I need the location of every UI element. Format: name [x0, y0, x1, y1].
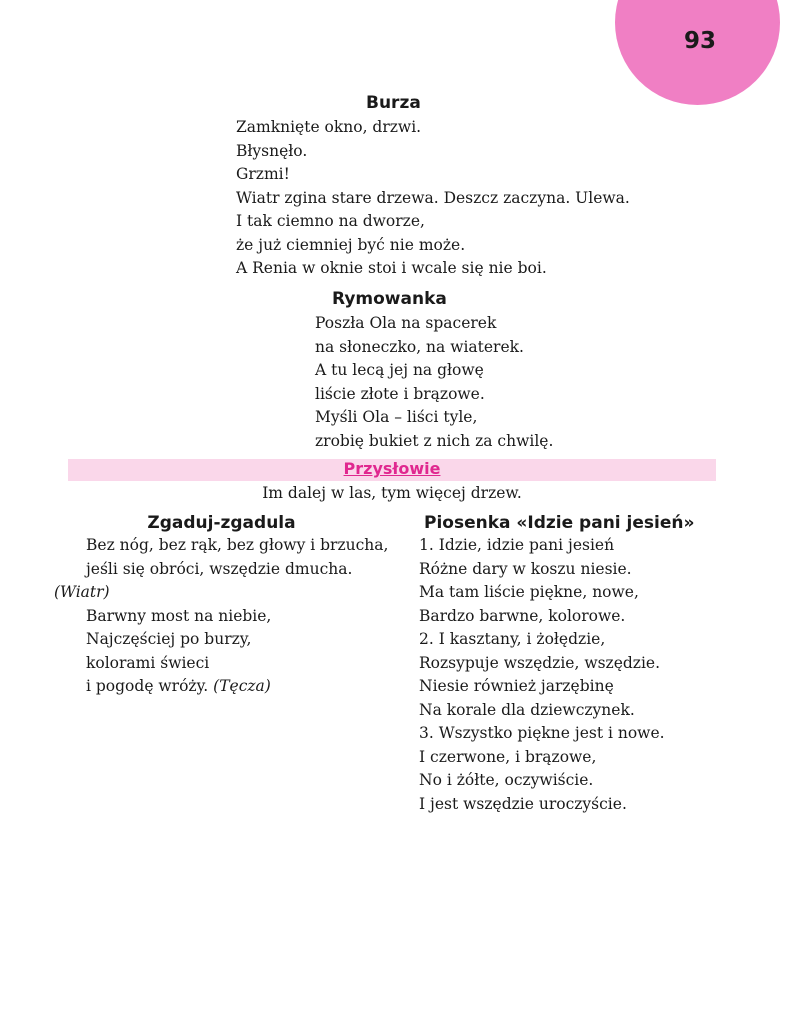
poem-line: liście złote i brązowe. [315, 384, 485, 403]
song-line: 1. Idzie, idzie pani jesień [419, 536, 615, 554]
riddle-wiatr [54, 534, 389, 605]
song-lines [419, 534, 719, 816]
song-line: 2. I kasztany, i żołędzie, [419, 630, 606, 648]
song-line: Ma tam liście piękne, nowe, [419, 583, 639, 601]
poem-line: I tak ciemno na dworze, [236, 212, 425, 230]
riddle-answer: (Tęcza) [213, 677, 271, 695]
song-line: Różne dary w koszu niesie. [419, 559, 632, 578]
poem-line: A tu lecą jej na głowę [315, 361, 484, 379]
poem-line: Myśli Ola – liści tyle, [315, 408, 478, 426]
poem-line: Poszła Ola na spacerek [315, 314, 497, 332]
poem-line: Błysnęło. [236, 141, 308, 160]
riddle-line: kolorami świeci [86, 653, 210, 672]
poem-line: na słoneczko, na wiaterek. [315, 337, 524, 356]
poem-line: zrobię bukiet z nich za chwilę. [315, 431, 554, 450]
song-line: Na korale dla dziewczynek. [419, 700, 635, 719]
riddles-section [54, 512, 389, 699]
song-section [419, 512, 719, 816]
poem-line: Zamknięte okno, drzwi. [236, 118, 422, 136]
poem-line: Wiatr zgina stare drzewa. Deszcz zaczyna. Ulewa. [236, 188, 630, 207]
poem-line: Grzmi! [236, 165, 290, 183]
riddle-line-last [54, 675, 389, 699]
poem-lines-rymowanka [315, 312, 553, 453]
song-line: Niesie również jarzębinę [419, 677, 614, 695]
proverb-title: Przysłowie [343, 459, 441, 478]
poem-title-burza: Burza [366, 93, 421, 113]
riddle-tecza [54, 605, 389, 699]
poem-title-rymowanka: Rymowanka [332, 289, 447, 309]
poem-lines-burza [236, 116, 630, 281]
riddle-line: i pogodę wróży. [86, 677, 209, 695]
song-line: No i żółte, oczywiście. [419, 771, 594, 789]
poem-line: że już ciemniej być nie może. [236, 235, 466, 254]
riddles-title: Zgaduj-zgadula [147, 513, 296, 533]
song-title: Piosenka «Idzie pani jesień» [424, 513, 695, 533]
song-line: Bardzo barwne, kolorowe. [419, 606, 626, 625]
riddle-line: jeśli się obróci, wszędzie dmucha. [86, 559, 353, 578]
riddle-line: Barwny most na niebie, [86, 606, 272, 625]
song-line: I jest wszędzie uroczyście. [419, 794, 627, 813]
song-line: I czerwone, i brązowe, [419, 747, 597, 766]
song-line: Rozsypuje wszędzie, wszędzie. [419, 653, 661, 672]
riddle-line: Bez nóg, bez rąk, bez głowy i brzucha, [86, 536, 389, 554]
riddle-line: Najczęściej po burzy, [86, 630, 252, 648]
song-line: 3. Wszystko piękne jest i nowe. [419, 724, 665, 742]
proverb-text: Im dalej w las, tym więcej drzew. [262, 484, 522, 502]
riddle-answer: (Wiatr) [54, 583, 110, 601]
page-number: 93 [683, 28, 716, 54]
poem-line: A Renia w oknie stoi i wcale się nie boi. [236, 259, 547, 277]
